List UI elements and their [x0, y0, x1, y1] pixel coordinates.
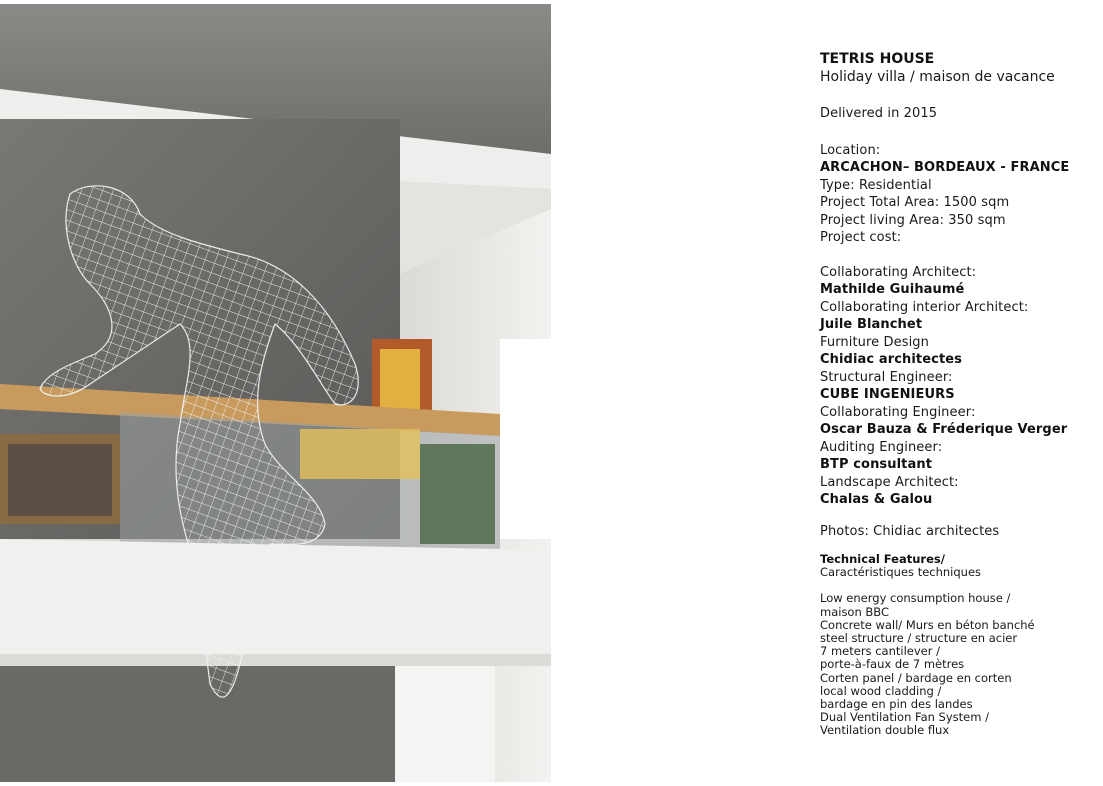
technical-features	[820, 592, 1095, 737]
credit-role: Collaborating Architect:	[820, 264, 977, 280]
photos-credit: Photos: Chidiac architectes	[820, 523, 1000, 539]
credit-role: Auditing Engineer:	[820, 439, 943, 455]
credit-name: CUBE INGENIEURS	[820, 387, 955, 402]
project-subtitle: Holiday villa / maison de vacance	[820, 69, 1055, 85]
project-cost: Project cost:	[820, 230, 902, 245]
photo-illustration	[0, 4, 551, 782]
project-info	[820, 50, 1095, 738]
credit-role: Structural Engineer:	[820, 369, 953, 385]
credit-role: Landscape Architect:	[820, 474, 959, 490]
feature-line: local wood cladding /	[820, 683, 942, 698]
credit-role: Collaborating interior Architect:	[820, 299, 1029, 315]
location-value: ARCACHON– BORDEAUX - FRANCE	[820, 160, 1070, 175]
feature-line: Dual Ventilation Fan System /	[820, 710, 989, 725]
feature-line: steel structure / structure en acier	[820, 631, 1018, 646]
feature-line: Corten panel / bardage en corten	[820, 670, 1012, 685]
credit-name: Juile Blanchet	[820, 317, 923, 332]
living-area: Project living Area: 350 sqm	[820, 212, 1006, 228]
total-area: Project Total Area: 1500 sqm	[820, 195, 1010, 210]
feature-line: Low energy consumption house /	[820, 591, 1011, 606]
location-label: Location:	[820, 142, 881, 158]
technical-heading-fr: Caractéristiques techniques	[820, 565, 982, 580]
feature-line: bardage en pin des landes	[820, 697, 973, 712]
credits-list	[820, 264, 1095, 509]
technical-heading: Technical Features/	[820, 552, 945, 566]
credit-name: Chalas & Galou	[820, 492, 933, 507]
credit-name: Oscar Bauza & Fréderique Verger	[820, 422, 1068, 437]
credit-name: Mathilde Guihaumé	[820, 282, 965, 297]
credit-role: Collaborating Engineer:	[820, 404, 976, 420]
delivery-date: Delivered in 2015	[820, 106, 938, 121]
project-title: TETRIS HOUSE	[820, 51, 935, 67]
feature-line: Concrete wall/ Murs en béton banché	[820, 617, 1035, 632]
project-type: Type: Residential	[820, 177, 932, 193]
credit-role: Furniture Design	[820, 334, 929, 350]
interior-photo	[0, 4, 551, 782]
credit-name: Chidiac architectes	[820, 352, 963, 367]
feature-line: porte-à-faux de 7 mètres	[820, 657, 965, 672]
feature-line: 7 meters cantilever /	[820, 644, 940, 659]
credit-name: BTP consultant	[820, 457, 933, 472]
feature-line: Ventilation double flux	[820, 723, 950, 738]
feature-line: maison BBC	[820, 604, 890, 619]
